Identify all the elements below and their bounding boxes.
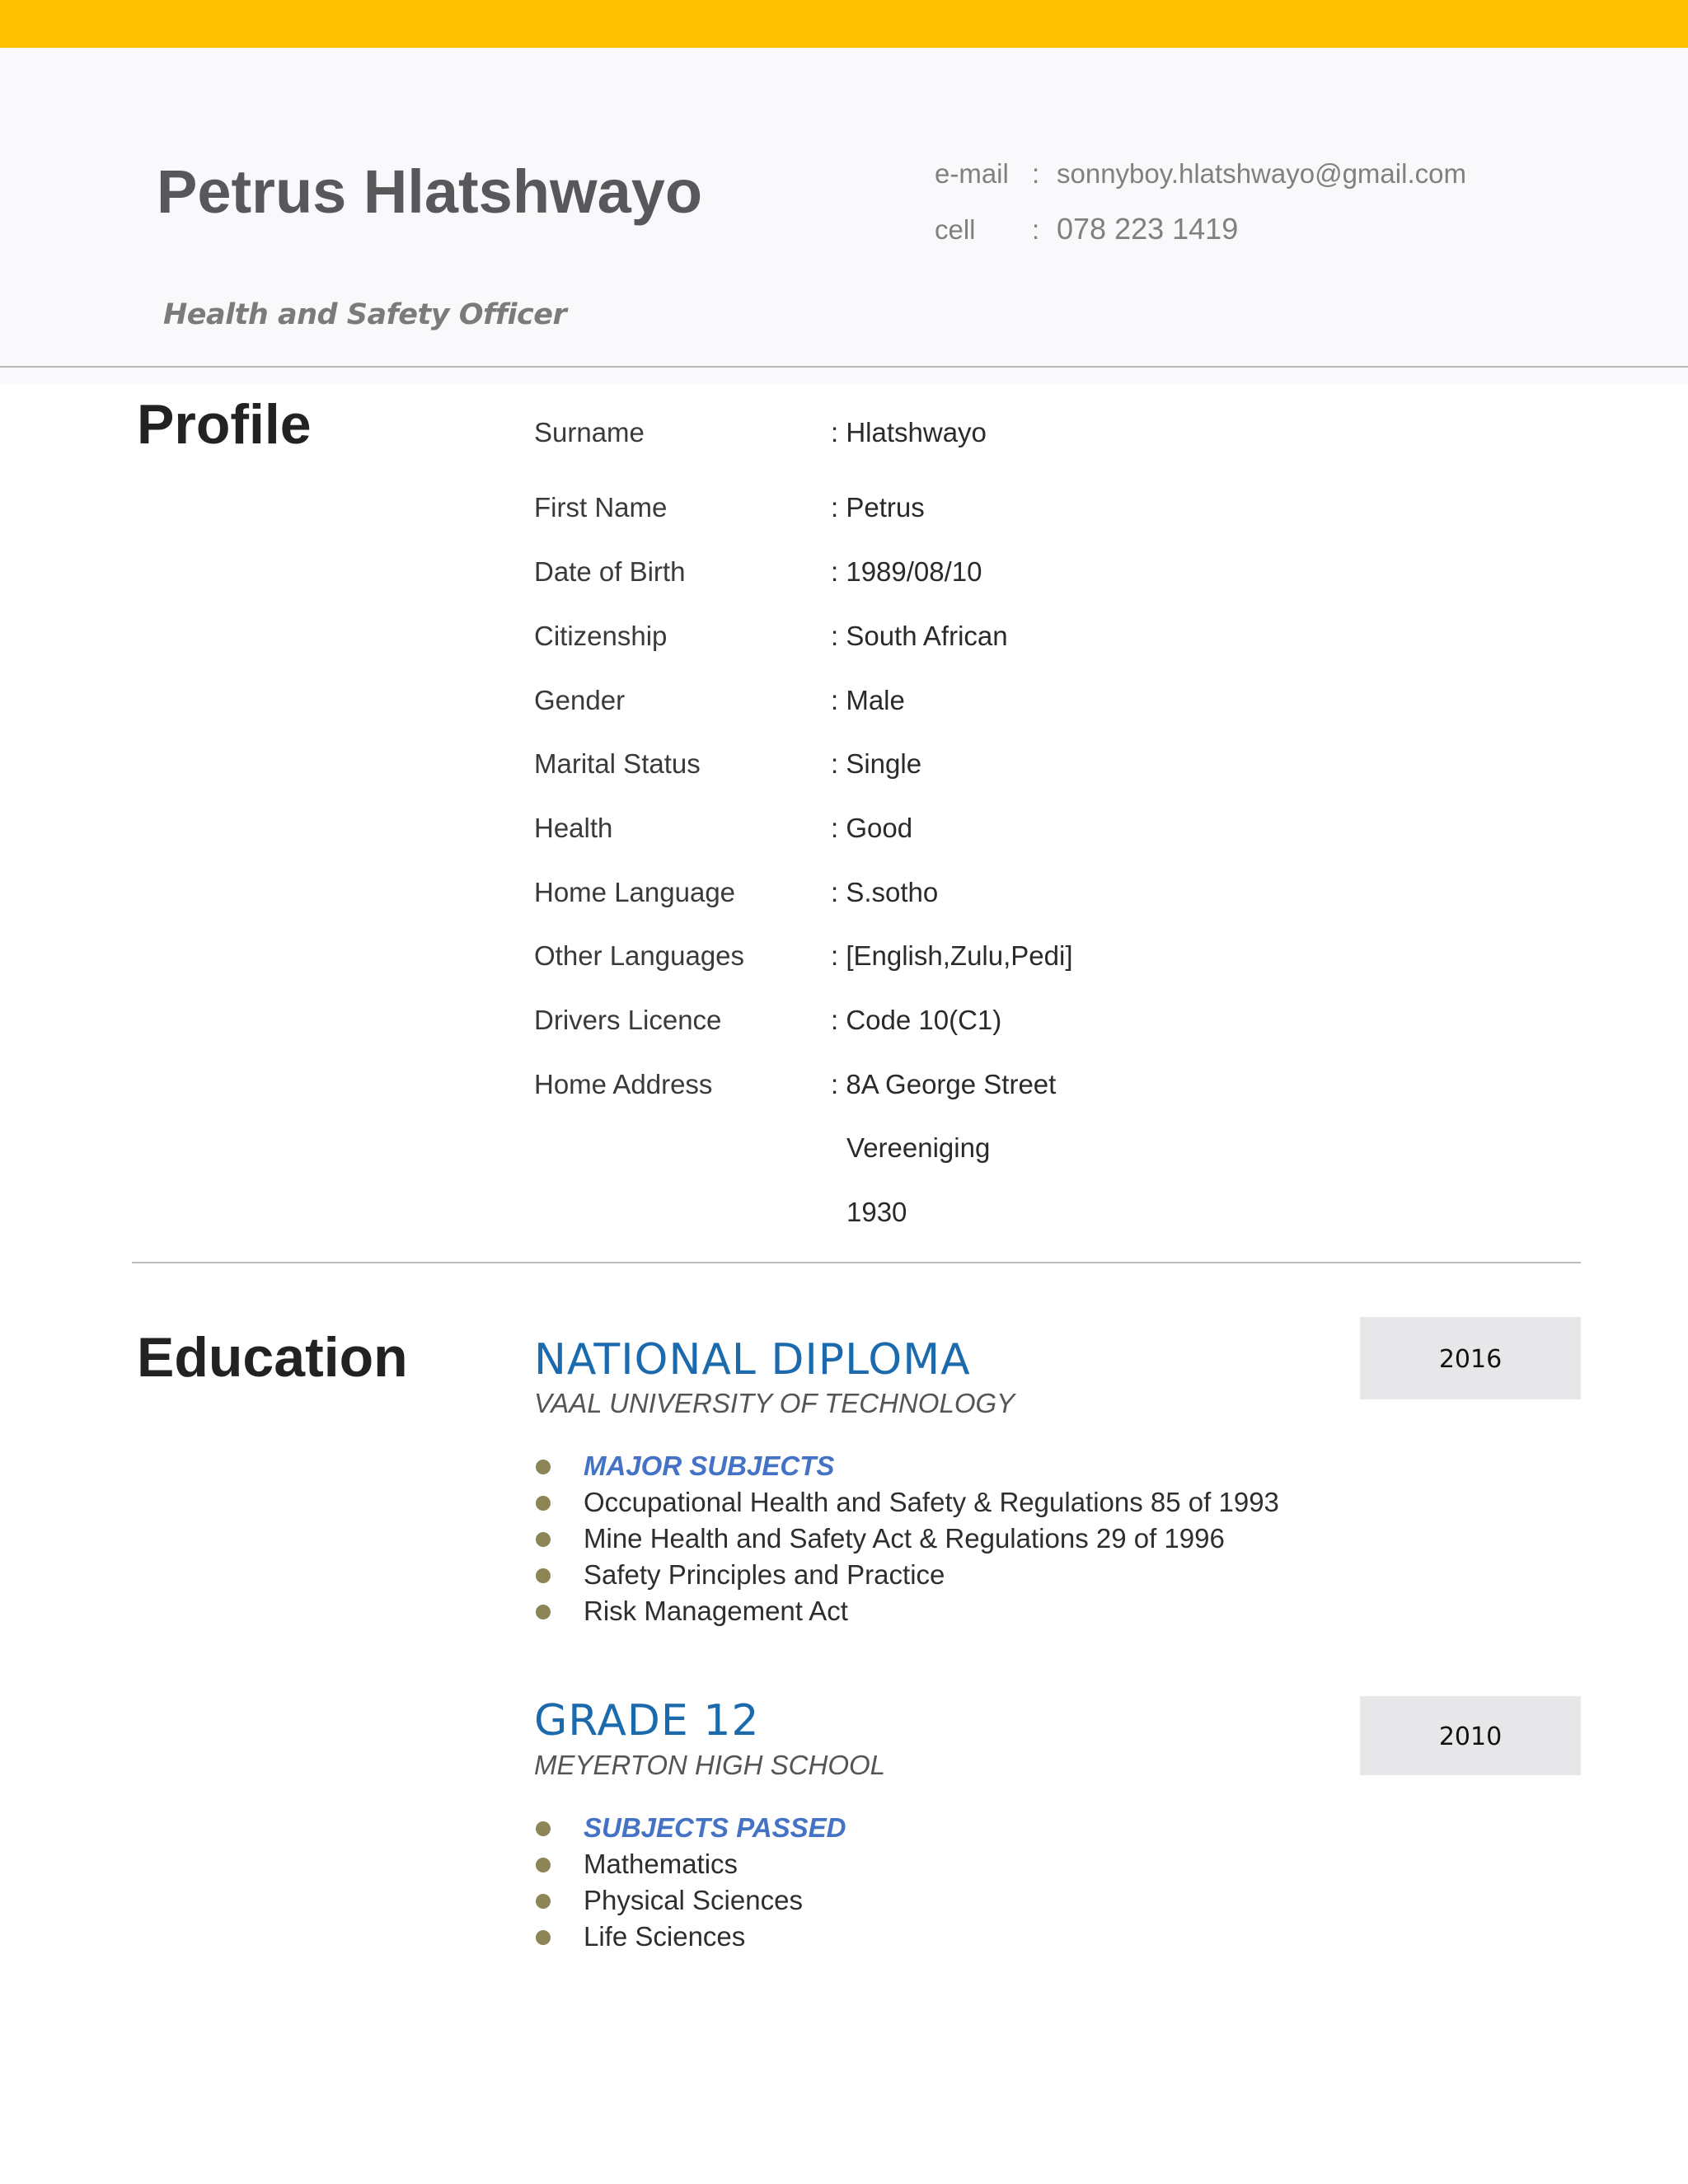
subject-text: Life Sciences [584, 1921, 746, 1952]
accent-bar [0, 0, 1688, 48]
bullet-icon [536, 1496, 551, 1511]
email-label: e-mail [935, 158, 1009, 189]
subject-text: Occupational Health and Safety & Regulations 85 of 1993 [584, 1487, 1279, 1517]
year-label: 2010 [1438, 1722, 1503, 1751]
year-label: 2016 [1438, 1345, 1503, 1374]
list-item [534, 1448, 1279, 1484]
profile-value-home-address: : 8A George Street [831, 1069, 1057, 1099]
section-divider [132, 1262, 1581, 1263]
cell-colon: : [1032, 214, 1040, 245]
profile-value-home-language: : S.sotho [831, 877, 939, 907]
address-postal-code: 1930 [846, 1197, 907, 1227]
email-address[interactable]: sonnyboy.hlatshwayo@gmail.com [1057, 158, 1466, 189]
profile-value-gender: : Male [831, 685, 905, 715]
bullet-icon [536, 1532, 551, 1547]
job-title: Health and Safety Officer [163, 298, 567, 331]
profile-label-drivers-licence: Drivers Licence [534, 1005, 722, 1035]
list-item [534, 1810, 846, 1846]
bullet-icon [536, 1460, 551, 1474]
profile-label-other-languages: Other Languages [534, 940, 745, 971]
profile-value-health: : Good [831, 813, 913, 843]
header-divider [0, 366, 1688, 368]
list-item [534, 1484, 1279, 1521]
institution-name: MEYERTON HIGH SCHOOL [534, 1750, 886, 1780]
bullet-icon [536, 1821, 551, 1836]
list-item [534, 1919, 846, 1955]
subject-text: Safety Principles and Practice [584, 1559, 945, 1590]
degree-title: NATIONAL DIPLOMA [534, 1335, 971, 1385]
cell-label: cell [935, 214, 976, 245]
profile-value-surname: : Hlatshwayo [831, 417, 987, 448]
bullet-icon [536, 1894, 551, 1909]
year-badge [1360, 1317, 1581, 1399]
profile-value-first-name: : Petrus [831, 492, 925, 523]
year-badge [1360, 1696, 1581, 1775]
subject-list [534, 1810, 846, 1955]
subject-text: Risk Management Act [584, 1596, 848, 1626]
bullet-icon [536, 1568, 551, 1583]
list-item [534, 1521, 1279, 1557]
subject-text: Mine Health and Safety Act & Regulations 29 of 1996 [584, 1523, 1225, 1554]
list-item [534, 1846, 846, 1882]
list-item [534, 1882, 846, 1919]
email-colon: : [1032, 158, 1040, 189]
profile-label-dob: Date of Birth [534, 556, 686, 587]
subject-text: Physical Sciences [584, 1885, 803, 1915]
profile-label-citizenship: Citizenship [534, 621, 668, 651]
subjects-heading: MAJOR SUBJECTS [584, 1451, 835, 1481]
bullet-icon [536, 1858, 551, 1872]
profile-heading: Profile [137, 393, 312, 456]
education-heading: Education [137, 1326, 408, 1389]
subjects-heading: SUBJECTS PASSED [584, 1812, 846, 1843]
bullet-icon [536, 1930, 551, 1945]
profile-label-home-address: Home Address [534, 1069, 713, 1099]
cell-number: 078 223 1419 [1057, 212, 1239, 246]
candidate-name: Petrus Hlatshwayo [157, 157, 703, 226]
profile-value-other-languages: : [English,Zulu,Pedi] [831, 940, 1073, 971]
address-city: Vereeniging [846, 1132, 991, 1163]
profile-label-health: Health [534, 813, 613, 843]
profile-label-home-language: Home Language [534, 877, 736, 907]
subject-text: Mathematics [584, 1849, 738, 1879]
list-item [534, 1593, 1279, 1629]
institution-name: VAAL UNIVERSITY OF TECHNOLOGY [534, 1388, 1015, 1418]
degree-title: GRADE 12 [534, 1696, 760, 1746]
profile-value-citizenship: : South African [831, 621, 1008, 651]
profile-label-marital-status: Marital Status [534, 748, 701, 779]
profile-value-drivers-licence: : Code 10(C1) [831, 1005, 1002, 1035]
profile-label-surname: Surname [534, 417, 645, 448]
profile-label-first-name: First Name [534, 492, 668, 523]
profile-label-gender: Gender [534, 685, 626, 715]
list-item [534, 1557, 1279, 1593]
profile-value-dob: : 1989/08/10 [831, 556, 982, 587]
bullet-icon [536, 1605, 551, 1619]
profile-value-marital-status: : Single [831, 748, 922, 779]
subject-list [534, 1448, 1279, 1629]
